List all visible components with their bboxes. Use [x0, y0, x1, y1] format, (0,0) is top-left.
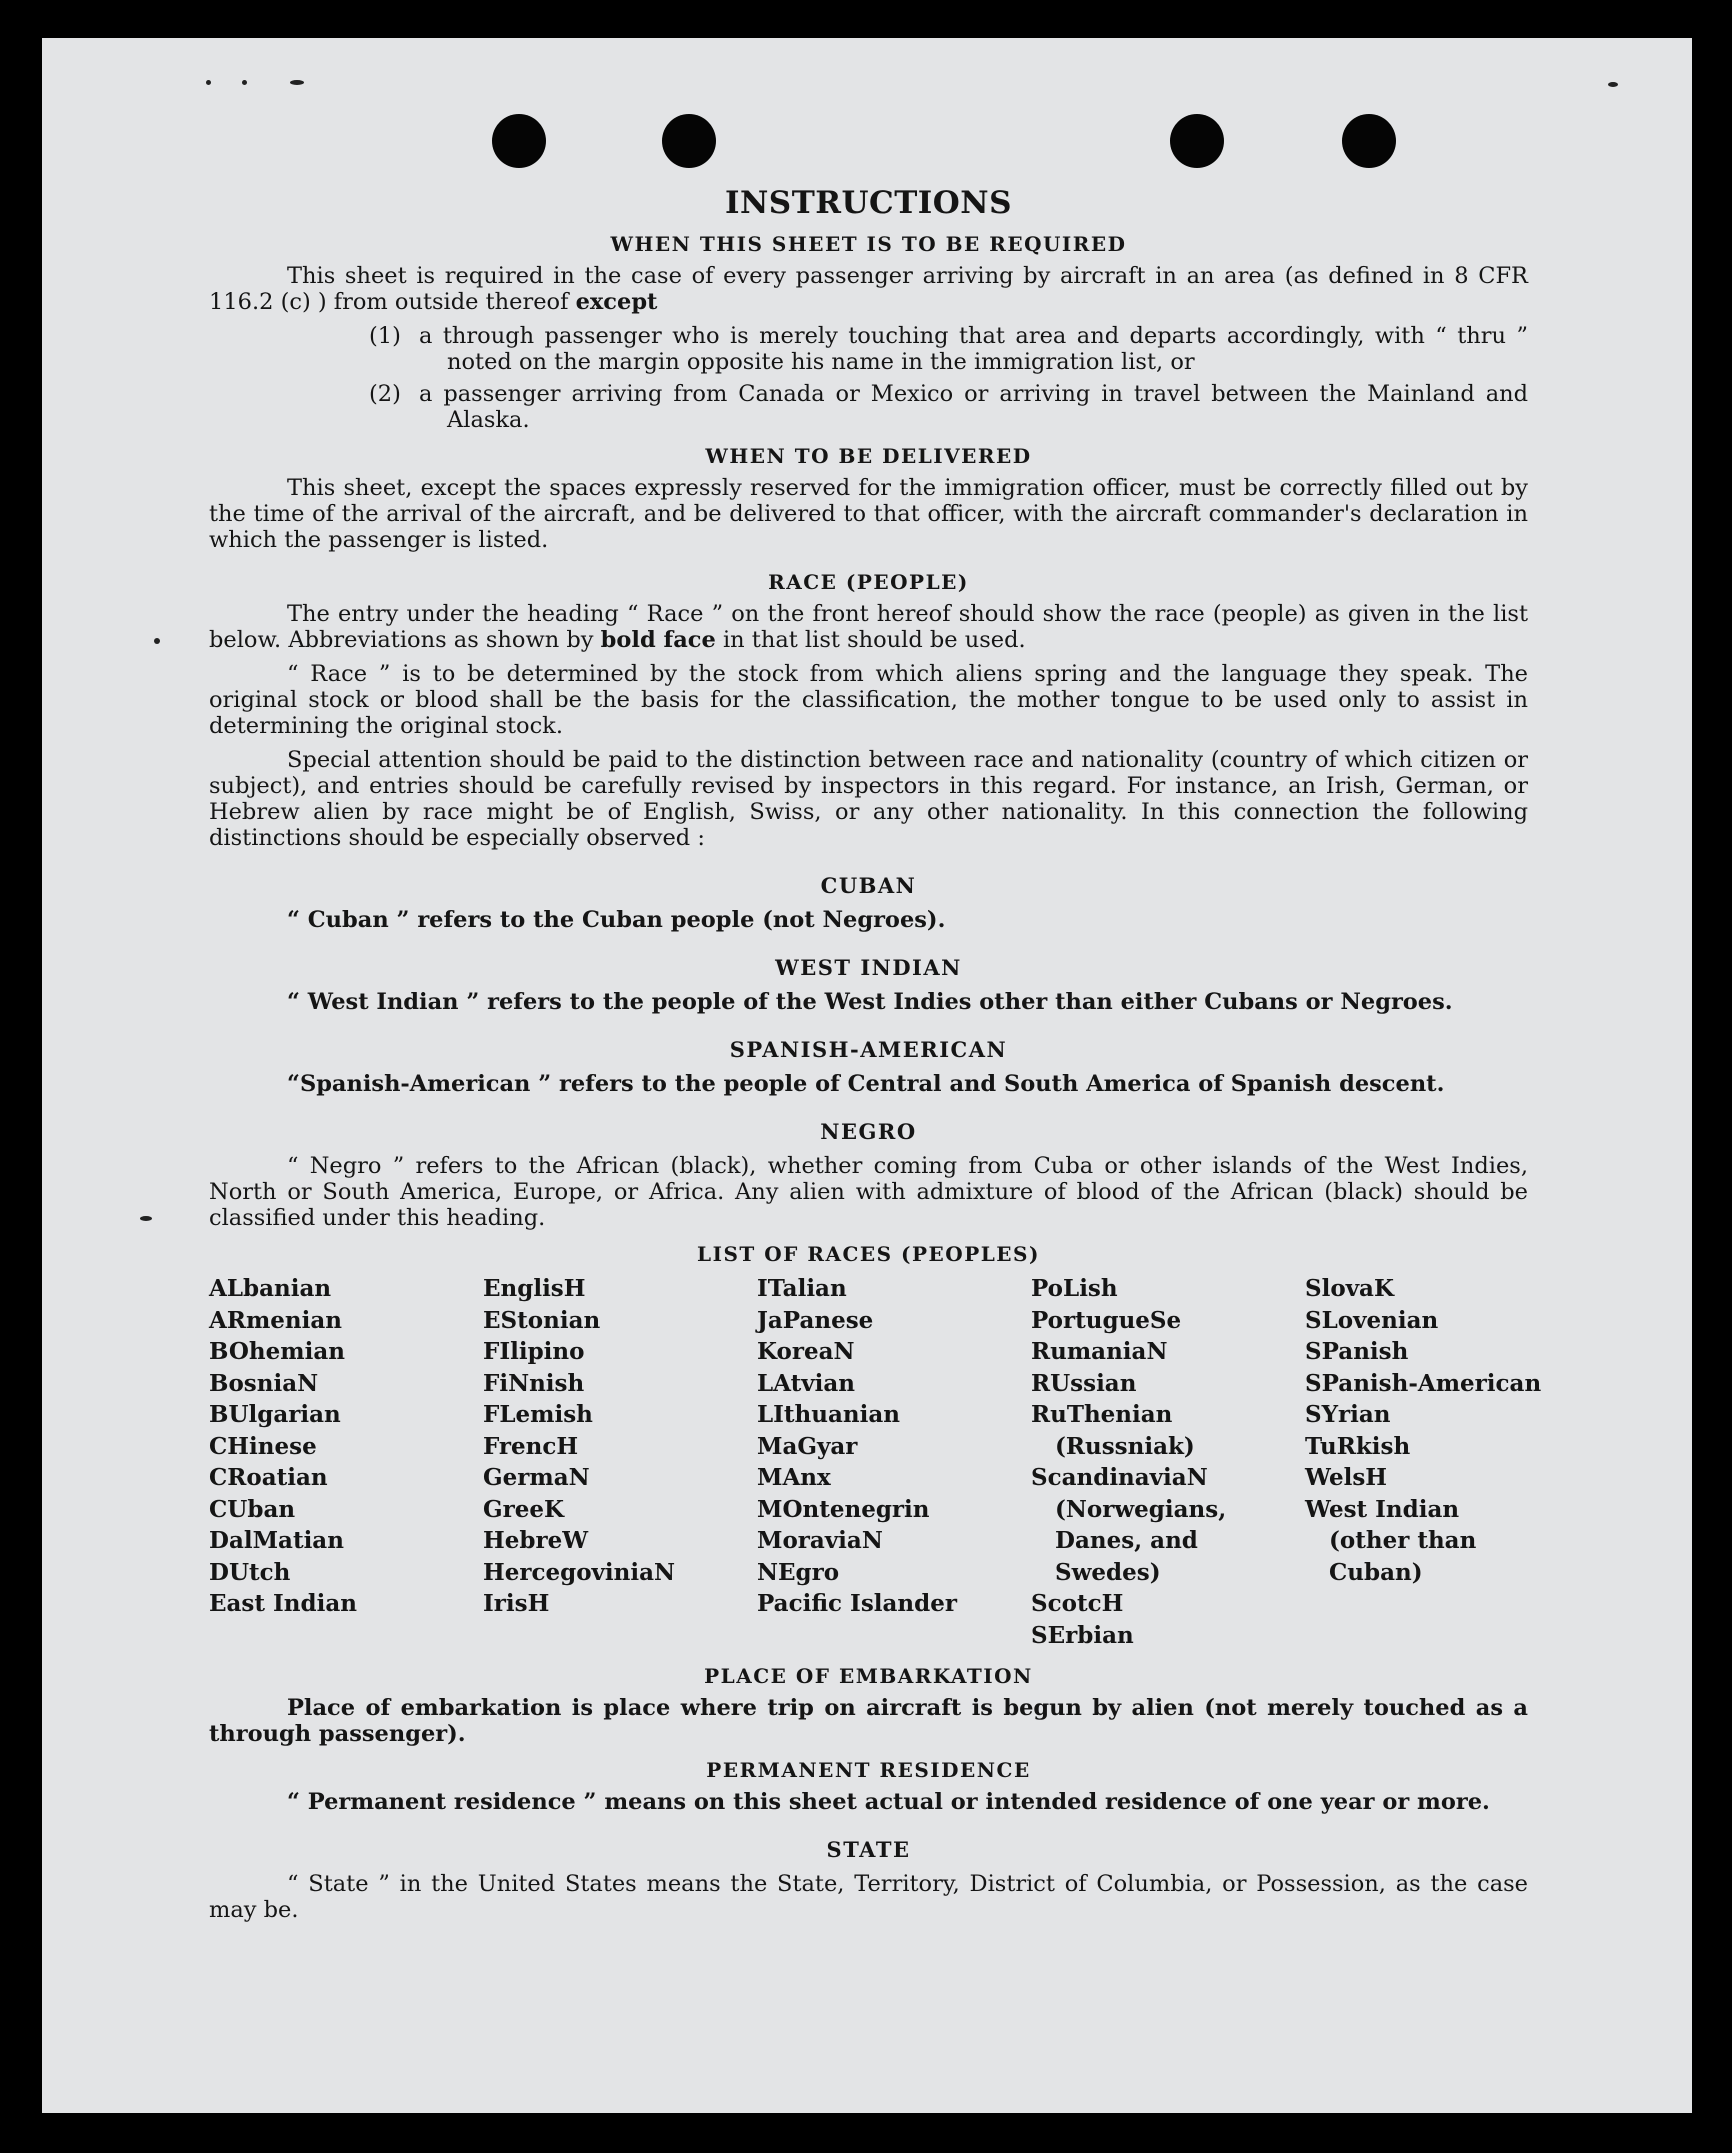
race-item: ScandinaviaN (Norwegians, Danes, and Swedes) [1031, 1464, 1227, 1586]
race-item: FiNnish [483, 1369, 585, 1397]
race-item: EStonian [483, 1306, 601, 1334]
race-item: SPanish [1305, 1338, 1409, 1365]
required-item: (2) a passenger arriving from Canada or Mexico or arriving in travel between the Mainland and Alaska. [369, 381, 1528, 433]
races-column [483, 1273, 757, 1651]
race-item: FIlipino [483, 1338, 585, 1365]
race-item: TuRkish [1305, 1432, 1411, 1460]
race-paragraph-3: Special attention should be paid to the distinction between race and nationality (country of which citizen or subject), and entries should be carefully revised by inspectors in this regard. For instance, an Irish, German, or Hebrew alien by race might be of English, Swiss, or any other nationality. In this connection the following distinctions should be especially observed : [209, 747, 1528, 851]
races-column [1031, 1273, 1305, 1651]
negro-text: “ Negro ” refers to the African (black), whether coming from Cuba or other islands of the West Indies, North or South America, Europe, or Africa. Any alien with admixture of blood of the African (black) should be classified under this heading. [209, 1153, 1528, 1231]
instructions-content [209, 185, 1542, 1931]
race-item: EnglisH [483, 1275, 586, 1302]
speck [290, 80, 304, 85]
race-paragraph-1: The entry under the heading “ Race ” on the front hereof should show the race (people) as given in the list below. Abbreviations as shown by bold face in that list should be used. [209, 601, 1528, 653]
section-heading-negro: NEGRO [820, 1119, 917, 1144]
race-item: West Indian (other than Cuban) [1305, 1495, 1477, 1586]
section-heading-embarkation: PLACE OF EMBARKATION [704, 1664, 1033, 1688]
section-heading-state: STATE [826, 1837, 911, 1862]
race-item: HercegoviniaN [483, 1558, 676, 1586]
required-intro: This sheet is required in the case of every passenger arriving by aircraft in an area (as defined in 8 CFR 116.2 (c) ) from outside thereof except [209, 263, 1528, 315]
race-item: RUssian [1031, 1369, 1137, 1397]
race-item: HebreW [483, 1527, 589, 1554]
race-item: CHinese [209, 1432, 317, 1460]
race-item: LAtvian [757, 1369, 855, 1397]
race-item: Pacific Islander [757, 1590, 957, 1617]
punch-hole [1342, 114, 1396, 168]
west-indian-text: “ West Indian ” refers to the people of the West Indies other than either Cubans or Negroes. [287, 989, 1453, 1015]
required-item: (1) a through passenger who is merely touching that area and departs accordingly, with “ thru ” noted on the margin opposite his name in the immigration list, or [369, 323, 1528, 375]
race-item: CUban [209, 1495, 296, 1523]
spanish-american-text: “Spanish-American ” refers to the people of Central and South America of Spanish descent. [287, 1071, 1445, 1097]
section-heading-residence: PERMANENT RESIDENCE [706, 1758, 1031, 1782]
race-item: ARmenian [209, 1306, 343, 1334]
race-item: ITalian [757, 1275, 847, 1302]
race-item: IrisH [483, 1590, 550, 1617]
speck [154, 638, 160, 644]
race-item: WelsH [1305, 1464, 1388, 1491]
race-item: PortugueSe [1031, 1306, 1182, 1334]
race-item: FLemish [483, 1401, 593, 1428]
race-item: ALbanian [209, 1275, 332, 1302]
section-heading-required: WHEN THIS SHEET IS TO BE REQUIRED [610, 232, 1127, 256]
race-item: SlovaK [1305, 1275, 1394, 1302]
residence-text: “ Permanent residence ” means on this sheet actual or intended residence of one year or more. [287, 1789, 1490, 1815]
punch-hole [1170, 114, 1224, 168]
race-item: RumaniaN [1031, 1338, 1168, 1365]
speck [206, 80, 211, 85]
section-heading-cuban: CUBAN [820, 873, 917, 898]
races-column [757, 1273, 1031, 1651]
race-item: MAnx [757, 1464, 831, 1491]
race-item: DalMatian [209, 1527, 344, 1554]
race-item: PoLish [1031, 1275, 1118, 1302]
races-column [209, 1273, 483, 1651]
race-item: SYrian [1305, 1401, 1391, 1428]
section-heading-spanish-american: SPANISH-AMERICAN [729, 1037, 1008, 1062]
race-item: SPanish-American [1305, 1369, 1542, 1397]
delivered-text: This sheet, except the spaces expressly reserved for the immigration officer, must be correctly filled out by the time of the arrival of the aircraft, and be delivered to that officer, with the aircraft commander's declaration in which the passenger is listed. [209, 475, 1528, 553]
race-item: BUlgarian [209, 1401, 341, 1428]
race-item: JaPanese [757, 1306, 874, 1334]
races-column [1305, 1273, 1541, 1651]
race-item: GermaN [483, 1464, 590, 1491]
race-item: FrencH [483, 1432, 579, 1460]
race-item: MOntenegrin [757, 1495, 930, 1523]
race-item: BOhemian [209, 1338, 345, 1365]
race-item: MaGyar [757, 1432, 858, 1460]
cuban-text: “ Cuban ” refers to the Cuban people (not Negroes). [287, 907, 946, 933]
section-heading-race: RACE (PEOPLE) [768, 570, 969, 594]
race-item: SErbian [1031, 1621, 1134, 1649]
section-heading-races-list: LIST OF RACES (PEOPLES) [697, 1242, 1040, 1266]
embarkation-text: Place of embarkation is place where trip on aircraft is begun by alien (not merely touched as a through passenger). [209, 1695, 1528, 1747]
race-item: CRoatian [209, 1464, 328, 1491]
speck [140, 1216, 152, 1221]
race-item: RuThenian (Russniak) [1031, 1401, 1195, 1460]
section-heading-west-indian: WEST INDIAN [775, 955, 962, 980]
punch-hole [492, 114, 546, 168]
race-item: ScotcH [1031, 1590, 1124, 1617]
page-title: INSTRUCTIONS [724, 185, 1013, 221]
race-item: East Indian [209, 1590, 357, 1617]
speck [1608, 82, 1618, 87]
state-text: “ State ” in the United States means the State, Territory, District of Columbia, or Possession, as the case may be. [209, 1871, 1528, 1923]
race-item: SLovenian [1305, 1306, 1439, 1334]
race-item: KoreaN [757, 1338, 855, 1365]
race-item: GreeK [483, 1495, 565, 1523]
race-item: NEgro [757, 1558, 840, 1586]
speck [242, 80, 247, 85]
race-paragraph-2: “ Race ” is to be determined by the stock from which aliens spring and the language they speak. The original stock or blood shall be the basis for the classification, the mother tongue to be used only to assist in determining the original stock. [209, 661, 1528, 739]
race-item: LIthuanian [757, 1401, 900, 1428]
race-item: DUtch [209, 1558, 291, 1586]
punch-hole [662, 114, 716, 168]
section-heading-delivered: WHEN TO BE DELIVERED [705, 444, 1032, 468]
race-item: BosniaN [209, 1369, 319, 1397]
races-list [209, 1273, 1542, 1651]
race-item: MoraviaN [757, 1527, 883, 1554]
